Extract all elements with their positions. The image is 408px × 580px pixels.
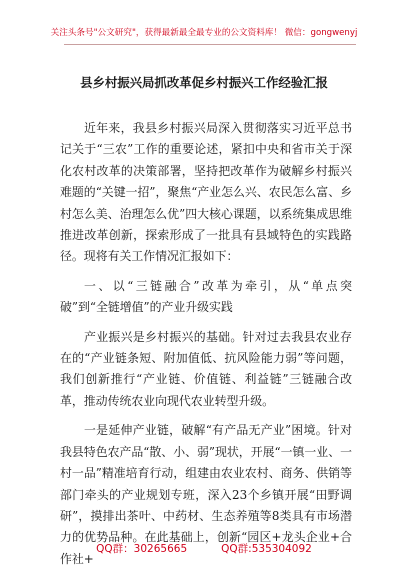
section-heading-1: 一、以“三链融合”改革为牵引，从“单点突破”到“全链增值”的产业升级实践 <box>60 278 352 315</box>
header-banner: 关注头条号"公文研究"，获得最新最全最专业的公文资料库！ 微信：gongwenyj <box>50 28 358 38</box>
document-title: 县乡村振兴局抓改革促乡村振兴工作经验汇报 <box>80 75 328 90</box>
footer-qq-group-2: QQ群:535304092 <box>221 543 312 555</box>
paragraph-industry: 产业振兴是乡村振兴的基础。针对过去我县农业存在的“产业链条短、附加值低、抗风险能力弱”等问题，我们创新推行“产业链、价值链、利益链”三链融合改革，推动传统农业向现代农业转型升级。 <box>60 329 352 408</box>
intro-paragraph: 近年来，我县乡村振兴局深入贯彻落实习近平总书记关于“三农”工作的重要论述，紧扣中央和省市关于深化农村改革的决策部署，坚持把改革作为破解乡村振兴难题的“关键一招”，聚焦“产业怎么兴、农民怎么富、乡村怎么美、治理怎么优”四大核心课题，以系统集成思维推进改革创新，探索形成了一批具有县域特色的实践路径。现将有关工作情况汇报如下： <box>60 121 352 264</box>
footer-qq-group-1: QQ群：30265665 <box>96 543 188 555</box>
header-divider <box>64 44 356 45</box>
paragraph-chain: 一是延伸产业链，破解“有产品无产业”困境。针对我县特色农产品“散、小、弱”现状，开展“一镇一业、一村一品”精准培育行动，组建由农业农村、商务、供销等部门牵头的产业规划专班，深入23个乡镇开展“田野调研”，摸排出茶叶、中药材、生态养殖等8类具有市场潜力的优势品种。在此基础上，创新“园区+龙头企业+合作社+ <box>60 423 352 566</box>
document-body <box>60 118 352 570</box>
footer-banner <box>0 541 408 556</box>
